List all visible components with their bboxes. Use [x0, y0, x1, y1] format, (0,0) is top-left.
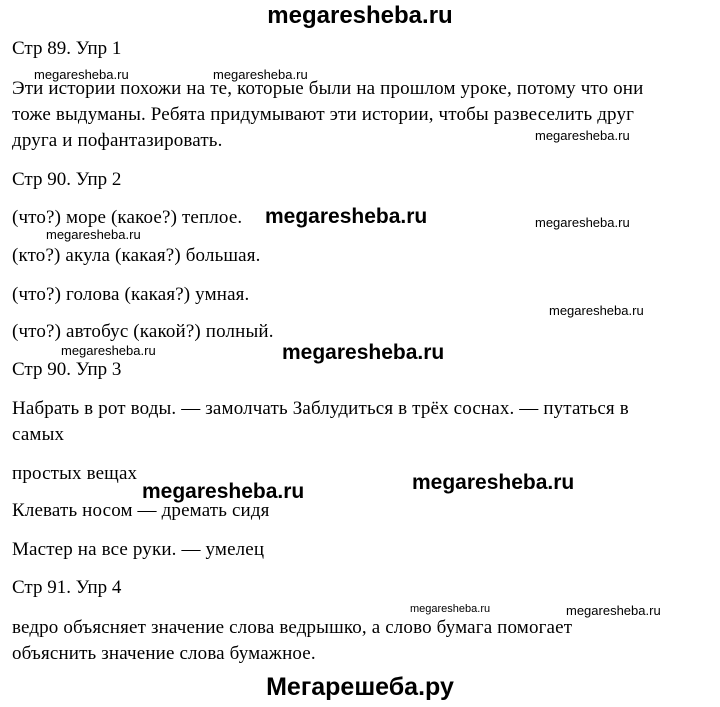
exercise-2-line-2: (кто?) акула (какая?) большая.: [12, 245, 261, 266]
watermark: megaresheba.ru: [142, 480, 305, 503]
watermark: megaresheba.ru: [566, 603, 661, 618]
watermark: megaresheba.ru: [34, 67, 129, 82]
exercise-3-line-2: самых: [12, 424, 65, 445]
site-footer: Мегарешеба.ру: [266, 673, 454, 701]
exercise-1-line-3: друга и пофантазировать.: [12, 130, 223, 151]
exercise-1-line-1: Эти истории похожи на те, которые были на прошлом уроке, потому что они: [12, 78, 644, 99]
exercise-heading-4: Стр 91. Упр 4: [12, 577, 122, 598]
watermark: megaresheba.ru: [46, 227, 141, 242]
exercise-3-line-3: простых вещах: [12, 463, 138, 484]
exercise-1-line-2: тоже выдуманы. Ребята придумывают эти истории, чтобы развеселить друг: [12, 104, 635, 125]
site-title: megaresheba.ru: [267, 2, 453, 29]
exercise-3-line-4: Клевать носом — дремать сидя: [12, 500, 270, 521]
watermark: megaresheba.ru: [265, 205, 428, 228]
exercise-4-line-2: объяснить значение слова бумажное.: [12, 643, 316, 664]
watermark: megaresheba.ru: [213, 67, 308, 82]
exercise-heading-2: Стр 90. Упр 2: [12, 169, 122, 190]
watermark: megaresheba.ru: [535, 215, 630, 230]
exercise-4-line-1: ведро объясняет значение слова ведрышко, а слово бумага помогает: [12, 617, 573, 638]
watermark: megaresheba.ru: [412, 471, 575, 494]
exercise-2-line-1: (что?) море (какое?) теплое.: [12, 207, 243, 228]
exercise-heading-3: Стр 90. Упр 3: [12, 359, 122, 380]
watermark: megaresheba.ru: [549, 303, 644, 318]
exercise-3-line-1: Набрать в рот воды. — замолчать Заблудиться в трёх соснах. — путаться в: [12, 398, 629, 419]
exercise-2-line-4: (что?) автобус (какой?) полный.: [12, 321, 274, 342]
watermark: megaresheba.ru: [282, 341, 445, 364]
exercise-3-line-5: Мастер на все руки. — умелец: [12, 539, 265, 560]
watermark: megaresheba.ru: [410, 603, 491, 615]
watermark: megaresheba.ru: [61, 343, 156, 358]
watermark: megaresheba.ru: [535, 128, 630, 143]
exercise-heading-1: Стр 89. Упр 1: [12, 38, 122, 59]
exercise-2-line-3: (что?) голова (какая?) умная.: [12, 284, 250, 305]
